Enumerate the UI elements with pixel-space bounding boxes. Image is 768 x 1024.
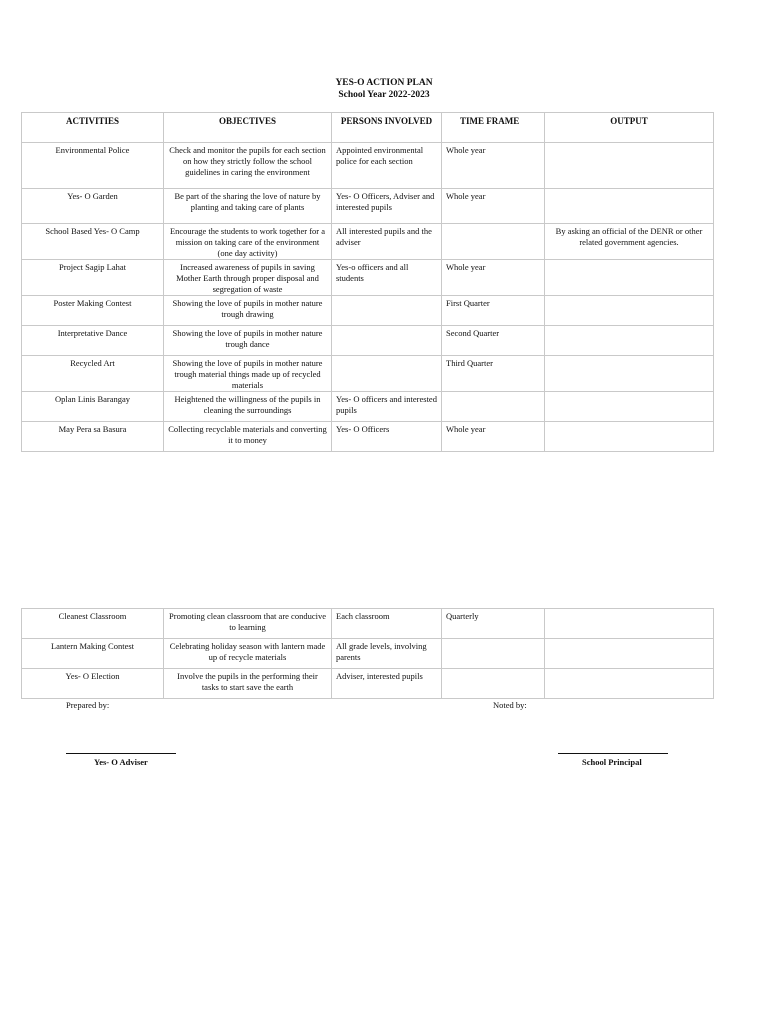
cell-output xyxy=(545,609,714,639)
cell-objective: Showing the love of pupils in mother nature trough drawing xyxy=(164,296,332,326)
cell-persons: Yes- O Officers xyxy=(332,422,442,452)
cell-objective: Heightened the willingness of the pupils in cleaning the surroundings xyxy=(164,392,332,422)
header-activities: ACTIVITIES xyxy=(22,113,164,143)
header-time-frame: TIME FRAME xyxy=(442,113,545,143)
cell-objective: Encourage the students to work together for a mission on taking care of the environment (one day activity) xyxy=(164,224,332,260)
cell-activity: Poster Making Contest xyxy=(22,296,164,326)
cell-output: By asking an official of the DENR or other related government agencies. xyxy=(545,224,714,260)
cell-persons xyxy=(332,326,442,356)
table-row xyxy=(22,296,714,326)
principal-name: School Principal xyxy=(582,757,642,767)
document-header xyxy=(0,77,768,101)
cell-output xyxy=(545,356,714,392)
cell-objective: Be part of the sharing the love of nature by planting and taking care of plants xyxy=(164,189,332,224)
cell-time: Quarterly xyxy=(442,609,545,639)
cell-activity: Environmental Police xyxy=(22,143,164,189)
cell-activity: School Based Yes- O Camp xyxy=(22,224,164,260)
cell-output xyxy=(545,392,714,422)
cell-output xyxy=(545,639,714,669)
cell-output xyxy=(545,260,714,296)
action-plan-table-continued xyxy=(21,608,714,699)
table-row xyxy=(22,669,714,699)
cell-output xyxy=(545,143,714,189)
cell-persons xyxy=(332,296,442,326)
cell-time xyxy=(442,669,545,699)
cell-persons: Yes- O officers and interested pupils xyxy=(332,392,442,422)
cell-objective: Collecting recyclable materials and converting it to money xyxy=(164,422,332,452)
table-row xyxy=(22,639,714,669)
cell-objective: Promoting clean classroom that are conducive to learning xyxy=(164,609,332,639)
table-row xyxy=(22,326,714,356)
cell-objective: Showing the love of pupils in mother nature trough material things made up of recycled materials xyxy=(164,356,332,392)
cell-persons: All interested pupils and the adviser xyxy=(332,224,442,260)
cell-time: Second Quarter xyxy=(442,326,545,356)
cell-time xyxy=(442,639,545,669)
cell-output xyxy=(545,326,714,356)
cell-persons xyxy=(332,356,442,392)
cell-objective: Increased awareness of pupils in saving Mother Earth through proper disposal and segregation of waste xyxy=(164,260,332,296)
noted-by-label: Noted by: xyxy=(493,700,527,710)
header-persons: PERSONS INVOLVED xyxy=(332,113,442,143)
header-output: OUTPUT xyxy=(545,113,714,143)
document-subtitle: School Year 2022-2023 xyxy=(338,90,430,100)
cell-output xyxy=(545,669,714,699)
cell-objective: Involve the pupils in the performing their tasks to start save the earth xyxy=(164,669,332,699)
cell-output xyxy=(545,422,714,452)
cell-persons: Adviser, interested pupils xyxy=(332,669,442,699)
cell-persons: Appointed environmental police for each section xyxy=(332,143,442,189)
principal-signature-line xyxy=(558,753,668,754)
cell-activity: Oplan Linis Barangay xyxy=(22,392,164,422)
table-header-row xyxy=(22,113,714,143)
table-row xyxy=(22,143,714,189)
document-title: YES-O ACTION PLAN xyxy=(335,78,433,88)
cell-time xyxy=(442,224,545,260)
cell-activity: Recycled Art xyxy=(22,356,164,392)
header-objectives: OBJECTIVES xyxy=(164,113,332,143)
prepared-by-label: Prepared by: xyxy=(66,700,110,710)
cell-time: First Quarter xyxy=(442,296,545,326)
cell-persons: Yes-o officers and all students xyxy=(332,260,442,296)
adviser-name: Yes- O Adviser xyxy=(94,757,148,767)
cell-objective: Check and monitor the pupils for each section on how they strictly follow the school guidelines in caring the environment xyxy=(164,143,332,189)
adviser-signature-line xyxy=(66,753,176,754)
cell-objective: Showing the love of pupils in mother nature trough dance xyxy=(164,326,332,356)
cell-activity: Yes- O Garden xyxy=(22,189,164,224)
cell-time: Whole year xyxy=(442,422,545,452)
cell-output xyxy=(545,189,714,224)
cell-time xyxy=(442,392,545,422)
action-plan-table xyxy=(21,112,714,452)
cell-activity: May Pera sa Basura xyxy=(22,422,164,452)
cell-time: Whole year xyxy=(442,260,545,296)
table-row xyxy=(22,356,714,392)
table-row xyxy=(22,422,714,452)
table-row xyxy=(22,189,714,224)
cell-output xyxy=(545,296,714,326)
cell-activity: Project Sagip Lahat xyxy=(22,260,164,296)
table-row xyxy=(22,260,714,296)
cell-activity: Cleanest Classroom xyxy=(22,609,164,639)
cell-persons: Each classroom xyxy=(332,609,442,639)
table-row xyxy=(22,609,714,639)
cell-time: Whole year xyxy=(442,143,545,189)
cell-time: Whole year xyxy=(442,189,545,224)
cell-objective: Celebrating holiday season with lantern made up of recycle materials xyxy=(164,639,332,669)
cell-persons: All grade levels, involving parents xyxy=(332,639,442,669)
cell-time: Third Quarter xyxy=(442,356,545,392)
table-row xyxy=(22,392,714,422)
cell-activity: Interpretative Dance xyxy=(22,326,164,356)
cell-activity: Yes- O Election xyxy=(22,669,164,699)
table-row xyxy=(22,224,714,260)
cell-activity: Lantern Making Contest xyxy=(22,639,164,669)
cell-persons: Yes- O Officers, Adviser and interested pupils xyxy=(332,189,442,224)
